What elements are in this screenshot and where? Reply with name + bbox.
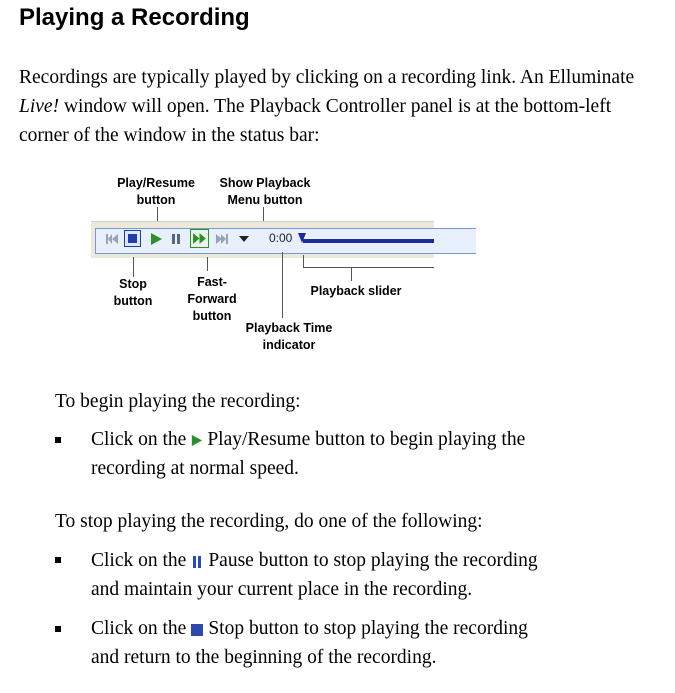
play-icon [190, 434, 203, 447]
leader-line [282, 252, 283, 318]
list-item: Click on the Pause button to stop playing the recording and maintain your current place in the recording. [91, 550, 538, 600]
bullet [55, 626, 61, 632]
fast-forward-button[interactable] [190, 229, 209, 248]
playback-status-bar [91, 221, 434, 258]
label-fast-forward: Fast- Forward button [187, 275, 237, 323]
label-play-resume: Play/Resume button [117, 176, 195, 207]
playback-time-indicator: 0:00 [269, 231, 293, 245]
intro-text-1: Recordings are typically played by clicking on a recording link. An Elluminate [19, 67, 635, 88]
stop-button[interactable] [124, 230, 141, 247]
stop-intro: To stop playing the recording, do one of the following: [55, 511, 483, 532]
playback-slider[interactable] [303, 239, 434, 243]
page-title: Playing a Recording [19, 4, 250, 31]
begin-intro: To begin playing the recording: [55, 391, 301, 412]
bullet [55, 437, 61, 443]
label-stop: Stop button [113, 277, 153, 308]
stop-icon [128, 234, 137, 243]
leader-line [133, 257, 134, 277]
stop-icon [190, 623, 204, 637]
skip-end-icon[interactable] [215, 232, 229, 246]
label-show-playback-menu: Show Playback Menu button [219, 176, 311, 207]
list-item: Click on the Stop button to stop playing the recording and return to the beginning of the recording. [91, 618, 528, 668]
list-item: Click on the Play/Resume button to begin playing the recording at normal speed. [91, 429, 526, 479]
intro-italic: Live! [19, 96, 60, 117]
pause-icon[interactable] [169, 232, 183, 246]
leader-line [303, 255, 304, 267]
intro-paragraph [19, 63, 659, 150]
play-icon[interactable] [149, 232, 163, 246]
leader-line [351, 267, 352, 281]
pause-icon [190, 555, 204, 569]
fast-forward-icon [192, 231, 207, 246]
label-playback-slider: Playback slider [310, 284, 402, 298]
leader-line-dotted [400, 267, 434, 268]
leader-line [207, 257, 208, 271]
label-playback-time: Playback Time indicator [245, 321, 333, 352]
rewind-icon[interactable] [105, 232, 119, 246]
bullet [55, 557, 61, 563]
chevron-down-icon[interactable] [239, 235, 249, 243]
intro-text-2: window will open. The Playback Controller panel is at the bottom-left corner of the window in the status bar: [19, 96, 612, 146]
slider-thumb-icon[interactable] [298, 233, 306, 243]
